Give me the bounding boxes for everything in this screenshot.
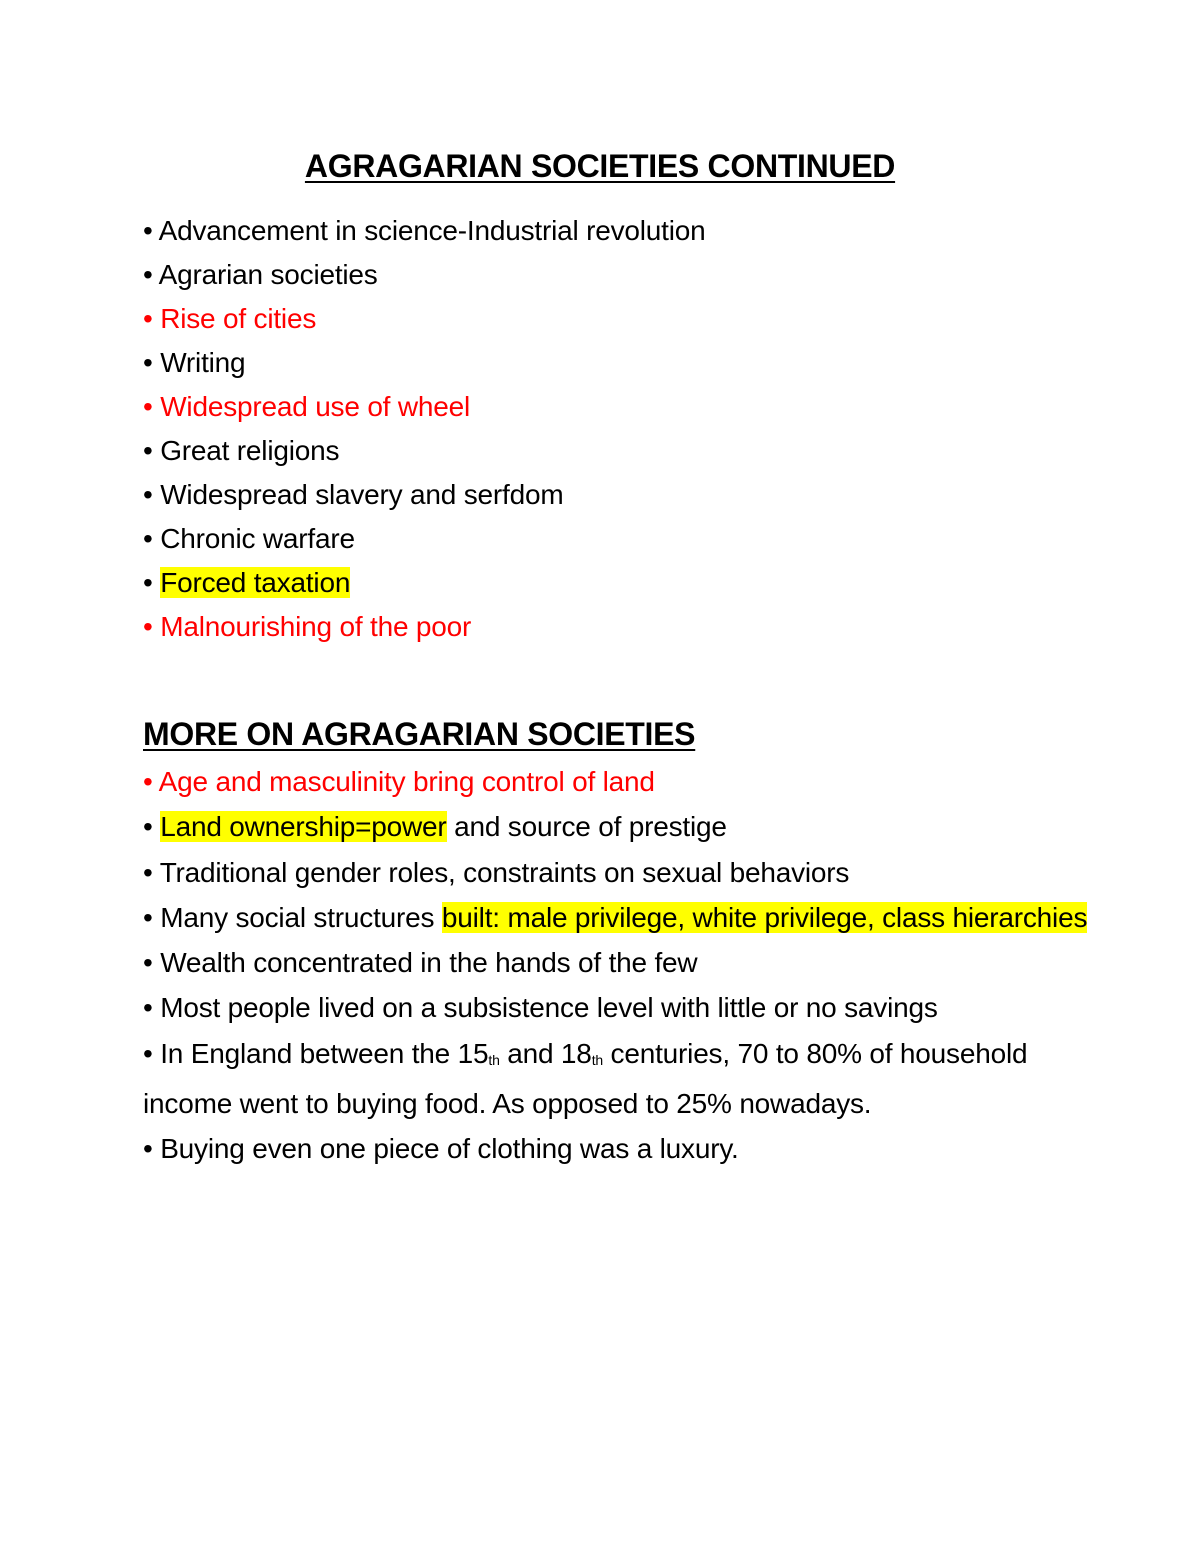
list-item: • Land ownership=power and source of prestige	[143, 811, 727, 843]
list-item: • Most people lived on a subsistence level with little or no savings	[143, 992, 938, 1024]
list-item: • Buying even one piece of clothing was a luxury.	[143, 1133, 739, 1165]
list-item: • Malnourishing of the poor	[143, 611, 472, 642]
bullet-list-more	[143, 759, 1103, 1172]
highlighted-text: built: male privilege, white privilege, class hierarchies	[441, 901, 1088, 933]
list-item: • Advancement in science-Industrial revolution	[143, 215, 706, 246]
bullet-list-continued	[143, 209, 1143, 649]
highlighted-text: Forced taxation	[160, 567, 351, 598]
list-item: • Agrarian societies	[143, 259, 378, 290]
list-item: • Traditional gender roles, constraints on sexual behaviors	[143, 856, 850, 888]
section-title-agragarian-continued: AGRAGARIAN SOCIETIES CONTINUED	[304, 148, 896, 184]
list-item: • Chronic warfare	[143, 523, 355, 554]
highlighted-text: Land ownership=power	[160, 811, 447, 843]
list-item: • Forced taxation	[143, 567, 351, 598]
list-item: • Many social structures built: male privilege, white privilege, class hierarchies	[143, 901, 1088, 933]
list-item: • Age and masculinity bring control of land	[143, 766, 655, 797]
list-item: • Wealth concentrated in the hands of the few	[143, 947, 698, 979]
list-item: • Widespread slavery and serfdom	[143, 479, 564, 510]
list-item: • Widespread use of wheel	[143, 391, 471, 422]
section-title-more-agragarian: MORE ON AGRAGARIAN SOCIETIES	[143, 716, 696, 752]
list-item: • Great religions	[143, 435, 340, 466]
list-item: • Rise of cities	[143, 303, 317, 334]
list-item: • In England between the $15_{th}$ and $18_{th}$ centuries, 70 to 80% of household income went to buying food. As opposed to 25% nowadays.	[143, 1037, 1028, 1120]
list-item: • Writing	[143, 347, 246, 378]
